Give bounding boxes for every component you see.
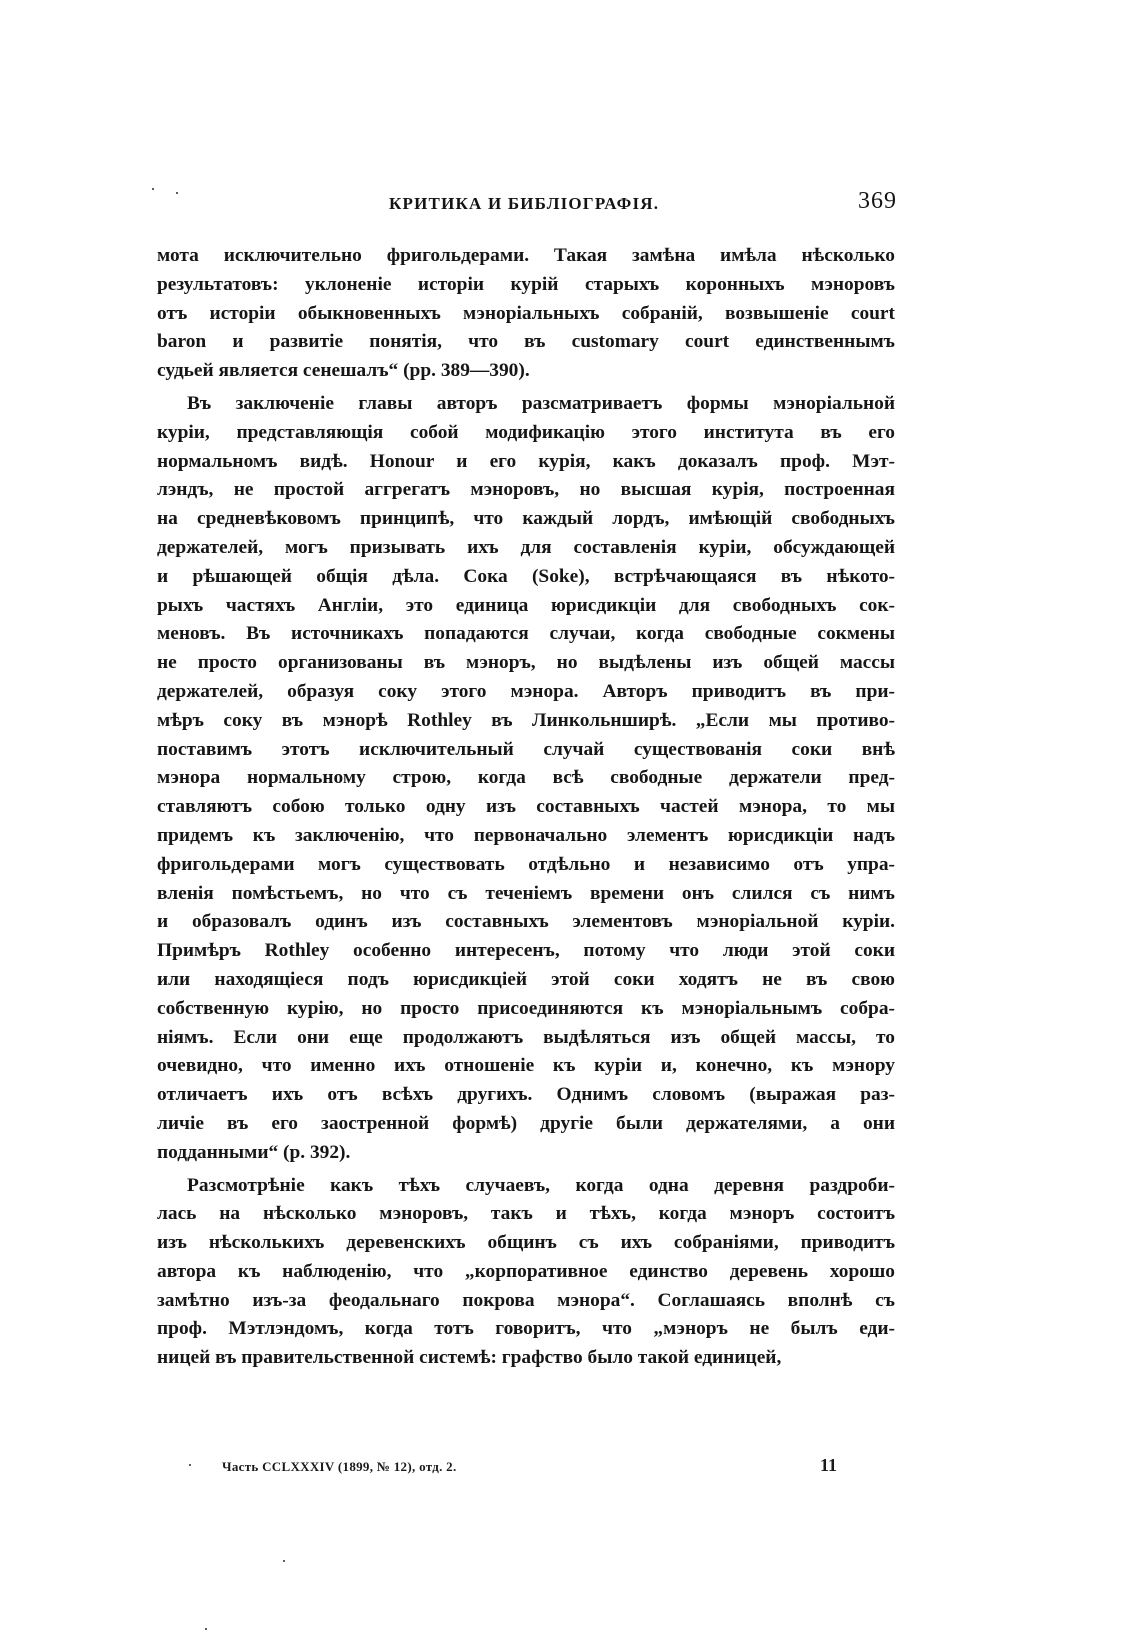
text-line: держателей, могъ призывать ихъ для составленія куріи, обсуждающей (157, 536, 895, 558)
paragraph (157, 1172, 895, 1374)
text-line: куріи, представляющія собой модификацію этого института въ его (157, 421, 895, 443)
text-line: Разсмотрѣніе какъ тѣхъ случаевъ, когда одна деревня раздроби- (187, 1174, 895, 1196)
text-line: лась на нѣсколько мэноровъ, такъ и тѣхъ, когда мэноръ состоитъ (157, 1203, 895, 1225)
text-line: поставимъ этотъ исключительный случай существованія соки внѣ (157, 738, 895, 760)
text-line: собственную курію, но просто присоединяются къ мэноріальнымъ собра- (157, 997, 895, 1019)
text-line: не просто организованы въ мэноръ, но выдѣлены изъ общей массы (157, 652, 895, 674)
text-line: на средневѣковомъ принципѣ, что каждый лордъ, имѣющій свободныхъ (157, 508, 895, 530)
text-line: ницей въ правительственной системѣ: графство было такой единицей, (157, 1347, 782, 1369)
text-line: лэндъ, не простой аггрегатъ мэноровъ, но высшая курія, построенная (157, 479, 895, 501)
signature-mark: Часть CCLXXXIV (1899, № 12), отд. 2. (222, 1459, 457, 1474)
text-line: Въ заключеніе главы авторъ разсматриваетъ формы мэноріальной (187, 392, 895, 414)
scan-speck (189, 1464, 191, 1466)
text-line: судьей является сенешалъ“ (pp. 389—390). (157, 360, 530, 382)
text-line: отъ исторіи обыкновенныхъ мэноріальныхъ собраній, возвышеніе court (157, 302, 895, 324)
text-line: вленія помѣстьемъ, но что съ теченіемъ времени онъ слился съ нимъ (157, 882, 895, 904)
scan-speck (152, 188, 154, 190)
body-text (157, 242, 895, 1373)
text-line: изъ нѣсколькихъ деревенскихъ общинъ съ ихъ собраніями, приводитъ (157, 1232, 895, 1254)
sheet-number: 11 (820, 1455, 838, 1475)
text-line: и образовалъ одинъ изъ составныхъ элементовъ мэноріальной куріи. (157, 911, 895, 933)
text-line: проф. Мэтлэндомъ, когда тотъ говоритъ, что „мэноръ не былъ еди- (157, 1318, 895, 1340)
text-line: baron и развитіе понятія, что въ customary court единственнымъ (157, 331, 895, 353)
text-line: ніямъ. Если они еще продолжаютъ выдѣляться изъ общей массы, то (157, 1026, 895, 1048)
text-line: придемъ къ заключенію, что первоначально элементъ юрисдикціи надъ (157, 824, 895, 846)
text-line: автора къ наблюденію, что „корпоративное единство деревень хорошо (157, 1260, 895, 1282)
paragraph (157, 242, 895, 386)
text-line: меновъ. Въ источникахъ попадаются случаи, когда свободные сокмены (157, 623, 895, 645)
running-title: КРИТИКА И БИБЛІОГРАФІЯ. (389, 194, 660, 213)
text-line: фригольдерами могъ существовать отдѣльно и независимо отъ упра- (157, 853, 895, 875)
text-line: ставляютъ собою только одну изъ составныхъ частей мэнора, то мы (157, 796, 895, 818)
text-line: мота исключительно фригольдерами. Такая замѣна имѣла нѣсколько (157, 245, 895, 266)
text-line: отличаетъ ихъ отъ всѣхъ другихъ. Однимъ словомъ (выражая раз- (157, 1084, 895, 1106)
paragraph (157, 390, 895, 1168)
page-number: 369 (858, 188, 897, 214)
text-line: и рѣшающей общія дѣла. Сока (Soke), встрѣчающаяся въ нѣкото- (157, 565, 895, 587)
text-line: подданными“ (p. 392). (157, 1141, 351, 1163)
page-footer (222, 1455, 842, 1479)
scan-speck (283, 1560, 285, 1562)
text-line: мѣръ соку въ мэнорѣ Rothley въ Линкольнширѣ. „Если мы противо- (157, 709, 895, 731)
text-line: результатовъ: уклоненіе исторіи курій старыхъ коронныхъ мэноровъ (157, 273, 895, 295)
text-line: личіе въ его заостренной формѣ) другіе были держателями, а они (157, 1112, 895, 1134)
text-line: Примѣръ Rothley особенно интересенъ, потому что люди этой соки (157, 940, 895, 962)
text-line: держателей, образуя соку этого мэнора. Авторъ приводитъ въ при- (157, 680, 895, 702)
text-line: замѣтно изъ-за феодальнаго покрова мэнора“. Соглашаясь вполнѣ съ (157, 1289, 895, 1311)
scan-speck (205, 1628, 207, 1630)
running-header (157, 188, 897, 222)
text-line: мэнора нормальному строю, когда всѣ свободные держатели пред- (157, 767, 895, 789)
text-line: или находящіеся подъ юрисдикціей этой соки ходятъ не въ свою (157, 968, 895, 990)
text-line: очевидно, что именно ихъ отношеніе къ куріи и, конечно, къ мэнору (157, 1055, 895, 1077)
text-line: нормальномъ видѣ. Honour и его курія, какъ доказалъ проф. Мэт- (157, 450, 895, 472)
text-line: рыхъ частяхъ Англіи, это единица юрисдикціи для свободныхъ сок- (157, 594, 895, 616)
